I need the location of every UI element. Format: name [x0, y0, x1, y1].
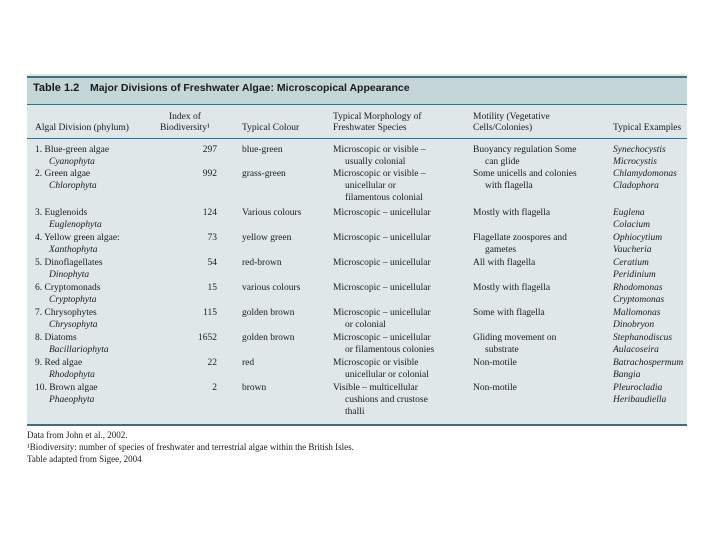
examples-cell	[613, 207, 650, 231]
division-latin: Phaeophyta	[49, 395, 95, 405]
header-examples: Typical Examples	[613, 123, 682, 133]
division-latin: Bacillariophyta	[49, 345, 109, 355]
motility-cell	[473, 144, 576, 168]
motility-cell	[473, 232, 567, 256]
motility-cell: Non-motile	[473, 358, 517, 368]
footnote-adapted: Table adapted from Sigee, 2004	[27, 454, 142, 464]
motility-cell	[473, 168, 577, 192]
example: Stephanodiscus	[613, 333, 673, 343]
header-morph-line1: Typical Morphology of	[333, 112, 422, 122]
division-latin: Rhodophyta	[49, 370, 95, 380]
division-cell	[35, 207, 102, 231]
morph-line: usually colonial	[345, 157, 406, 167]
division-name: 3. Euglenoids	[35, 208, 88, 218]
motility-cell: Mostly with flagella	[473, 283, 551, 293]
division-latin: Dinophyta	[49, 270, 90, 280]
example: Synechocystis	[613, 145, 666, 155]
division-name: 9. Red algae	[35, 358, 83, 368]
division-latin: Xanthophyta	[49, 245, 98, 255]
motility-cell	[473, 332, 556, 356]
example: Cryptomonas	[613, 295, 665, 305]
table-row	[27, 207, 687, 230]
table-row	[27, 144, 687, 167]
colour-cell: golden brown	[242, 308, 295, 318]
example: Vaucheria	[613, 245, 652, 255]
table-row	[27, 168, 687, 203]
morph-line: unicellular or	[345, 181, 396, 191]
morph-line: Microscopic – unicellular	[333, 333, 431, 343]
motility-line: Buoyancy regulation Some	[473, 145, 577, 155]
index-cell: 297	[202, 145, 217, 155]
index-cell: 992	[202, 169, 217, 179]
division-cell	[35, 382, 98, 406]
division-name: 2. Green algae	[35, 169, 91, 179]
division-name: 1. Blue-green algae	[35, 145, 110, 155]
examples-cell	[613, 282, 664, 306]
morphology-cell	[333, 307, 431, 331]
example: Cladophora	[613, 181, 659, 191]
motility-line: with flagella	[485, 181, 533, 191]
motility-line: Gliding movement on	[473, 333, 557, 343]
morph-line: cushions and crustose	[345, 395, 428, 405]
example: Heribaudiella	[613, 395, 667, 405]
division-cell	[35, 232, 120, 256]
examples-cell	[613, 332, 672, 356]
morph-line: filamentous colonial	[345, 193, 423, 203]
header-rule	[27, 138, 687, 139]
division-cell	[35, 357, 95, 381]
index-cell: 15	[207, 283, 217, 293]
footnote-biodiversity: ¹Biodiversity: number of species of freshwater and terrestrial algae within the British Isles.	[27, 442, 354, 452]
motility-line: Flagellate zoospores and	[473, 233, 567, 243]
division-latin: Cyanophyta	[49, 157, 95, 167]
division-cell	[35, 168, 97, 192]
example: Rhodomonas	[613, 283, 663, 293]
motility-cell: All with flagella	[473, 258, 536, 268]
index-cell: 115	[203, 308, 217, 318]
example: Pleurocladia	[613, 383, 663, 393]
table-row	[27, 382, 687, 417]
division-latin: Cryptophyta	[49, 295, 97, 305]
morphology-cell	[333, 357, 429, 381]
header-colour: Typical Colour	[242, 123, 300, 133]
table-row	[27, 332, 687, 355]
motility-line: Some unicells and colonies	[473, 169, 577, 179]
header-motility-line2: Cells/Colonies)	[473, 123, 533, 133]
colour-cell: yellow green	[242, 233, 292, 243]
colour-cell: golden brown	[242, 333, 295, 343]
example: Mallomonas	[613, 308, 661, 318]
example: Ophiocytium	[613, 233, 663, 243]
morph-line: Microscopic or visible –	[333, 145, 426, 155]
motility-line: substrate	[485, 345, 519, 355]
example: Chlamydomonas	[613, 169, 677, 179]
examples-cell	[613, 382, 666, 406]
colour-cell: red	[242, 358, 255, 368]
motility-line: gametes	[485, 245, 517, 255]
header-index-line1: Index of	[168, 112, 201, 122]
header-motility-line1: Motility (Vegetative	[473, 112, 550, 122]
morph-line: thalli	[345, 407, 365, 417]
morph-line: Microscopic – unicellular	[333, 308, 431, 318]
morph-line: unicellular or colonial	[345, 370, 429, 380]
example: Batrachospermum	[613, 358, 684, 368]
colour-cell: grass-green	[242, 169, 286, 179]
morph-line: or filamentous colonies	[345, 345, 435, 355]
example: Colacium	[613, 220, 650, 230]
footnote-source: Data from John et al., 2002.	[27, 430, 128, 440]
colour-cell: blue-green	[242, 145, 283, 155]
colour-cell: brown	[242, 383, 267, 393]
morph-line: Visible – multicellular	[333, 383, 418, 393]
table-row	[27, 257, 687, 280]
examples-cell	[613, 357, 683, 381]
table-title-bar	[27, 76, 687, 105]
morphology-cell	[333, 332, 434, 356]
header-morphology	[333, 112, 422, 134]
index-cell: 2	[212, 383, 217, 393]
division-cell	[35, 257, 103, 281]
header-index	[160, 112, 210, 134]
division-cell	[35, 282, 100, 306]
example: Dinobryon	[613, 320, 655, 330]
division-name: 4. Yellow green algae:	[35, 233, 120, 243]
morphology-cell: Microscopic – unicellular	[333, 208, 431, 218]
examples-cell	[613, 232, 662, 256]
morphology-cell	[333, 168, 426, 204]
index-cell: 73	[207, 233, 217, 243]
motility-line: can glide	[485, 157, 520, 167]
examples-cell	[613, 307, 661, 331]
index-cell: 124	[202, 208, 217, 218]
division-cell	[35, 144, 109, 168]
table-title	[33, 82, 410, 94]
example: Peridinium	[613, 270, 656, 280]
table-row	[27, 357, 687, 380]
header-motility	[473, 112, 550, 134]
morph-line: Microscopic or visible	[333, 358, 419, 368]
division-name: 10. Brown algae	[35, 383, 98, 393]
motility-cell: Non-motile	[473, 383, 517, 393]
example: Ceratium	[613, 258, 649, 268]
table-row	[27, 307, 687, 330]
header-morph-line2: Freshwater Species	[333, 123, 407, 133]
division-name: 5. Dinoflagellates	[35, 258, 103, 268]
example: Euglena	[613, 208, 645, 218]
division-name: 7. Chrysophytes	[35, 308, 97, 318]
index-cell: 22	[207, 358, 217, 368]
table-row	[27, 282, 687, 305]
division-cell	[35, 332, 109, 356]
colour-cell: red-brown	[242, 258, 282, 268]
division-name: 6. Cryptomonads	[35, 283, 101, 293]
example: Aulacoseira	[613, 345, 659, 355]
colour-cell: Various colours	[242, 208, 302, 218]
motility-cell: Mostly with flagella	[473, 208, 551, 218]
table-number: Table 1.2	[33, 82, 80, 94]
division-cell	[35, 307, 98, 331]
division-latin: Euglenophyta	[49, 220, 102, 230]
example: Microcystis	[613, 157, 657, 167]
examples-cell	[613, 168, 677, 192]
colour-cell: various colours	[242, 283, 301, 293]
table-bottom-rule	[27, 424, 687, 426]
division-name: 8. Diatoms	[35, 333, 77, 343]
motility-cell: Some with flagella	[473, 308, 545, 318]
header-division: Algal Division (phylum)	[35, 123, 129, 133]
morphology-cell: Microscopic – unicellular	[333, 258, 431, 268]
morphology-cell	[333, 382, 428, 418]
examples-cell	[613, 144, 666, 168]
example: Bangia	[613, 370, 641, 380]
examples-cell	[613, 257, 656, 281]
morph-line: or colonial	[345, 320, 386, 330]
morphology-cell: Microscopic – unicellular	[333, 283, 431, 293]
header-index-line2: Biodiversity¹	[160, 123, 210, 133]
division-latin: Chrysophyta	[49, 320, 98, 330]
index-cell: 1652	[198, 333, 217, 343]
morph-line: Microscopic or visible –	[333, 169, 426, 179]
index-cell: 54	[207, 258, 217, 268]
table-row	[27, 232, 687, 255]
table-title-text: Major Divisions of Freshwater Algae: Microscopical Appearance	[90, 82, 410, 94]
morphology-cell: Microscopic – unicellular	[333, 233, 431, 243]
morphology-cell	[333, 144, 426, 168]
division-latin: Chlorophyta	[49, 181, 97, 191]
